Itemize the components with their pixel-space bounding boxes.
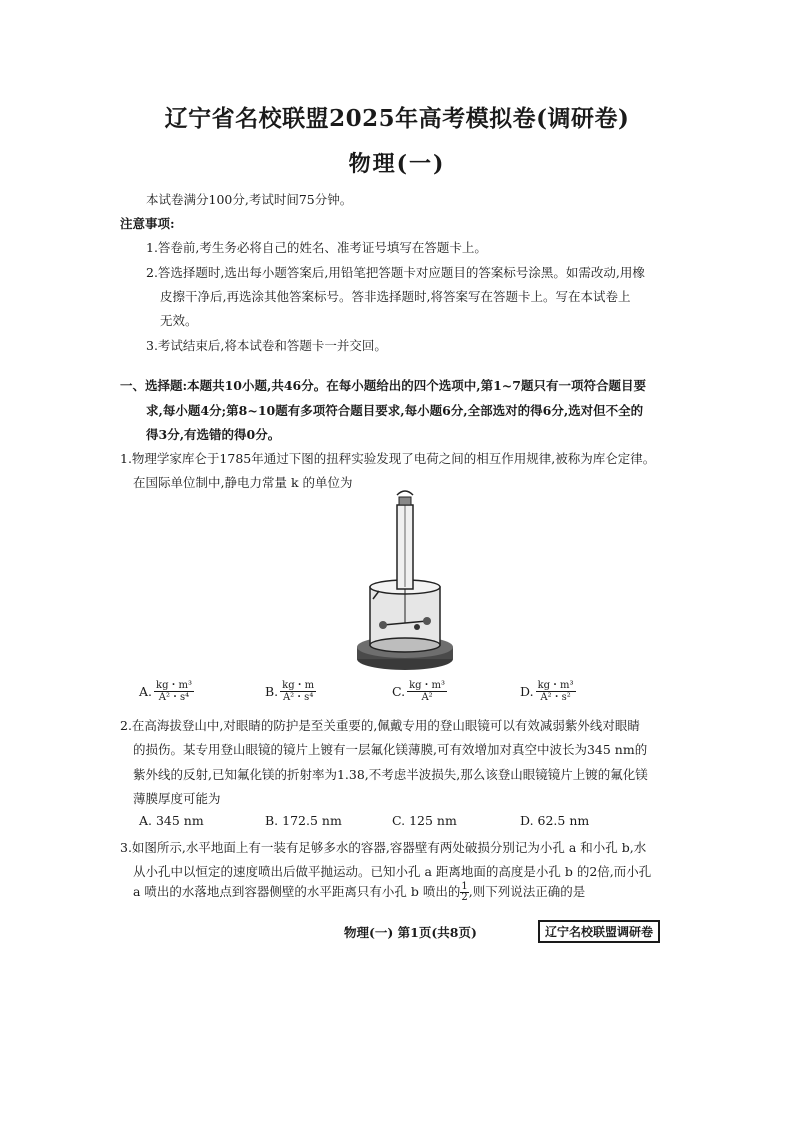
notice-item: 2.答选择题时,选出每小题答案后,用铅笔把答题卡对应题目的答案标号涂黑。如需改动,用橡 <box>146 265 645 280</box>
fraction-numerator: kg・m³ <box>537 680 574 691</box>
notice-item: 1.答卷前,考生务必将自己的姓名、准考证号填写在答题卡上。 <box>146 240 487 255</box>
fraction-denominator: A²・s² <box>540 692 571 703</box>
option-label: B. <box>265 684 279 699</box>
section-header-line: 得3分,有选错的得0分。 <box>146 427 281 442</box>
question-1-text: 在国际单位制中,静电力常量 k 的单位为 <box>133 475 353 490</box>
notice-item: 无效。 <box>160 313 198 328</box>
option-b[interactable]: B. 172.5 nm <box>265 813 342 828</box>
question-3-text: 3.如图所示,水平地面上有一装有足够多水的容器,容器壁有两处破损分别记为小孔 a 和小孔 b,水 <box>120 840 647 855</box>
fraction-denominator: 2 <box>461 892 468 903</box>
question-3-text <box>133 882 585 903</box>
option-a[interactable]: A. 345 nm <box>139 813 204 828</box>
question-3-text: 从小孔中以恒定的速度喷出后做平抛运动。已知小孔 a 距离地面的高度是小孔 b 的2倍,而小孔 <box>133 864 652 879</box>
option-d[interactable]: D. 62.5 nm <box>520 813 590 828</box>
option-b[interactable] <box>265 680 316 703</box>
question-3-text-part: a 喷出的水落地点到容器侧壁的水平距离只有小孔 b 喷出的 <box>133 884 461 899</box>
question-1-text: 1.物理学家库仑于1785年通过下图的扭秤实验发现了电荷之间的相互作用规律,被称为库仑定律。 <box>120 451 656 466</box>
torsion-balance-figure <box>355 487 455 681</box>
unit-fraction <box>407 680 447 703</box>
option-d[interactable] <box>520 680 576 703</box>
exam-subtitle: 物理(一) <box>348 151 446 177</box>
unit-fraction <box>536 680 576 703</box>
page-footer: 物理(一) 第1页(共8页) <box>344 925 477 940</box>
exam-title: 辽宁省名校联盟2025年高考模拟卷(调研卷) <box>164 105 630 132</box>
exam-intro: 本试卷满分100分,考试时间75分钟。 <box>146 192 353 207</box>
option-c[interactable] <box>392 680 447 703</box>
unit-fraction <box>280 680 316 703</box>
notice-item: 3.考试结束后,将本试卷和答题卡一并交回。 <box>146 338 387 353</box>
notice-heading: 注意事项: <box>120 216 175 231</box>
question-2-text: 的损伤。某专用登山眼镜的镜片上镀有一层氟化镁薄膜,可有效增加对真空中波长为345 nm的 <box>133 742 648 757</box>
question-2-text: 薄膜厚度可能为 <box>133 791 221 806</box>
half-fraction <box>460 882 468 903</box>
fraction-denominator: A²・s⁴ <box>158 692 190 703</box>
notice-item: 皮擦干净后,再选涂其他答案标号。答非选择题时,将答案写在答题卡上。写在本试卷上 <box>160 289 631 304</box>
fraction-numerator: kg・m³ <box>409 680 446 691</box>
question-2-text: 紫外线的反射,已知氟化镁的折射率为1.38,不考虑半波损失,那么该登山眼镜镜片上镀的氟化镁 <box>133 767 648 782</box>
option-label: A. <box>139 684 153 699</box>
section-header-line: 求,每小题4分;第8~10题有多项符合题目要求,每小题6分,全部选对的得6分,选对但不全的 <box>146 403 644 418</box>
fraction-denominator: A²・s⁴ <box>282 692 314 703</box>
section-header-line: 一、选择题:本题共10小题,共46分。在每小题给出的四个选项中,第1~7题只有一项符合题目要 <box>120 378 646 393</box>
option-label: C. <box>392 684 406 699</box>
option-a[interactable] <box>139 680 194 703</box>
option-label: D. <box>520 684 534 699</box>
question-3-text-part: ,则下列说法正确的是 <box>468 884 586 899</box>
fraction-numerator: kg・m³ <box>156 680 192 691</box>
question-2-text: 2.在高海拔登山中,对眼睛的防护是至关重要的,佩戴专用的登山眼镜可以有效减弱紫外线对眼睛 <box>120 718 640 733</box>
fraction-numerator: 1 <box>461 881 468 892</box>
option-c[interactable]: C. 125 nm <box>392 813 457 828</box>
fraction-numerator: kg・m <box>282 680 315 691</box>
fraction-denominator: A² <box>421 692 433 703</box>
league-stamp: 辽宁名校联盟调研卷 <box>538 920 660 943</box>
unit-fraction <box>154 680 194 703</box>
